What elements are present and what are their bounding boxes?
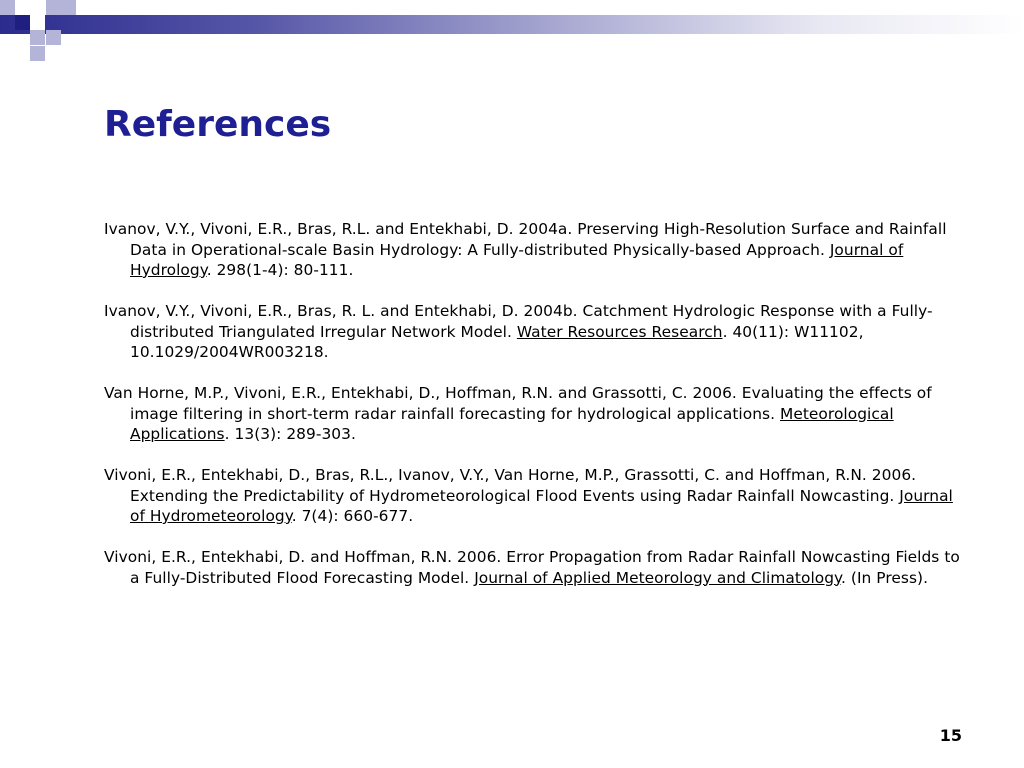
- journal-link[interactable]: Journal of Hydrometeorology: [130, 486, 953, 525]
- page-number: 15: [939, 726, 962, 745]
- header-square-3: [30, 13, 45, 30]
- reference-details: . 298(1-4): 80-111.: [206, 261, 354, 279]
- header-gradient-bar: [0, 15, 1024, 34]
- reference-details: . 7(4): 660-677.: [291, 507, 414, 525]
- page-title: References: [104, 104, 332, 145]
- header-square-6: [30, 30, 45, 45]
- reference-text: Van Horne, M.P., Vivoni, E.R., Entekhabi, D., Hoffman, R.N. and Grassotti, C. 2006. Evaluating the effects of image filtering in short-term radar rainfall forecasting for hydrological applications.: [104, 384, 932, 423]
- reference-text: Vivoni, E.R., Entekhabi, D. and Hoffman, R.N. 2006. Error Propagation from Radar Rainfall Nowcasting Fields to a Fully-Distributed Flood Forecasting Model.: [104, 548, 960, 587]
- reference-item: [104, 219, 964, 281]
- reference-text: Ivanov, V.Y., Vivoni, E.R., Bras, R. L. and Entekhabi, D. 2004b. Catchment Hydrologic Response with a Fully-distributed Triangulated Irregular Network Model.: [104, 302, 933, 341]
- journal-link[interactable]: Meteorological Applications: [130, 404, 894, 443]
- reference-text: Vivoni, E.R., Entekhabi, D., Bras, R.L., Ivanov, V.Y., Van Horne, M.P., Grassotti, C. and Hoffman, R.N. 2006. Extending the Predictability of Hydrometeorological Flood Events using Radar Rainfall Nowcasting.: [104, 466, 917, 505]
- reference-list: [104, 219, 964, 609]
- header-square-8: [30, 46, 45, 61]
- reference-item: [104, 547, 964, 588]
- reference-details: . 13(3): 289-303.: [224, 425, 356, 443]
- reference-text: Ivanov, V.Y., Vivoni, E.R., Bras, R.L. and Entekhabi, D. 2004a. Preserving High-Resolution Surface and Rainfall Data in Operational-scale Basin Hydrology: A Fully-distributed Physically-based Approach.: [104, 220, 947, 259]
- header-square-4: [46, 0, 61, 15]
- journal-link[interactable]: Journal of Applied Meteorology and Climatology: [474, 568, 842, 587]
- reference-item: [104, 301, 964, 363]
- reference-details: . 40(11): W11102, 10.1029/2004WR003218.: [130, 322, 864, 361]
- reference-item: [104, 465, 964, 527]
- header-square-7: [46, 30, 61, 45]
- header-square-5: [61, 0, 76, 15]
- reference-item: [104, 383, 964, 445]
- reference-details: . (In Press).: [841, 568, 929, 587]
- header-square-1: [0, 0, 15, 15]
- journal-link[interactable]: Journal of Hydrology: [130, 240, 904, 279]
- header-square-2: [15, 15, 30, 30]
- journal-link[interactable]: Water Resources Research: [516, 322, 723, 341]
